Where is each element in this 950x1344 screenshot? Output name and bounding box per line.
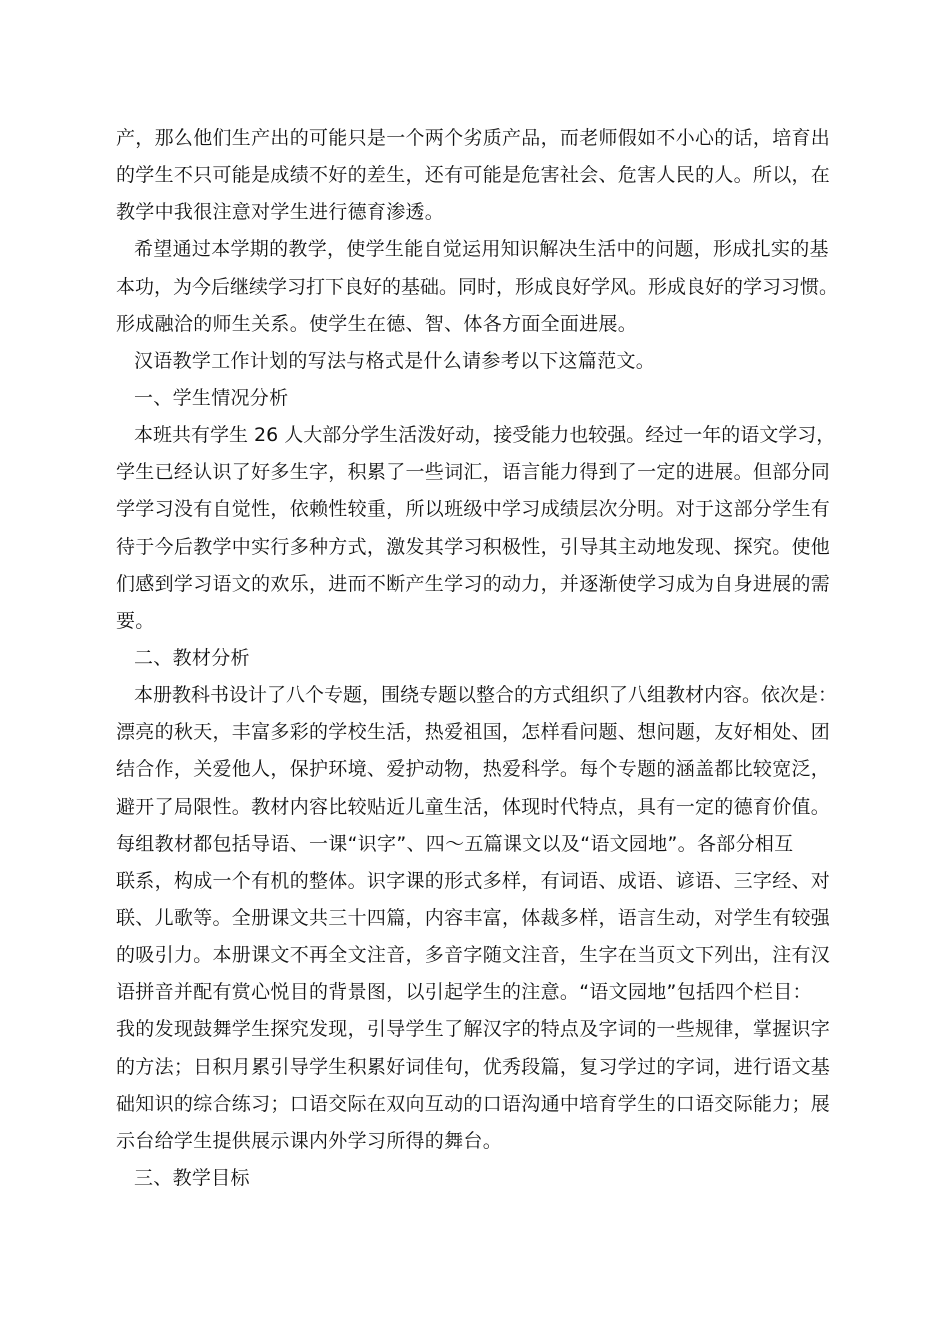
- text-line: 础知识的综合练习；口语交际在双向互动的口语沟通中培育学生的口语交际能力；展: [116, 1092, 831, 1115]
- text-line: 我的发现鼓舞学生探究发现，引导学生了解汉字的特点及字词的一些规律，掌握识字: [116, 1018, 831, 1041]
- text-line: 们感到学习语文的欢乐，进而不断产生学习的动力，并逐渐使学习成为自身进展的需: [116, 572, 831, 595]
- text-line: 的吸引力。本册课文不再全文注音，多音字随文注音，生字在当页文下列出，注有汉: [116, 944, 831, 967]
- text-line: 结合作，关爱他人，保护环境、爱护动物，热爱科学。每个专题的涵盖都比较宽泛，: [116, 758, 831, 781]
- text-line: 待于今后教学中实行多种方式，激发其学习积极性，引导其主动地发现、探究。使他: [116, 535, 831, 558]
- document-page: [116, 120, 838, 1197]
- text-line: 漂亮的秋天，丰富多彩的学校生活，热爱祖国，怎样看问题、想问题，友好相处、团: [116, 721, 831, 744]
- text-line: 汉语教学工作计划的写法与格式是什么请参考以下这篇范文。: [134, 349, 656, 372]
- text-line: 要。: [116, 609, 155, 632]
- text-line: 语拼音并配有赏心悦目的背景图，以引起学生的注意。“语文园地”包括四个栏目：: [116, 981, 812, 1004]
- text-line: 一、学生情况分析: [134, 386, 289, 409]
- text-line: 本册教科书设计了八个专题，围绕专题以整合的方式组织了八组教材内容。依次是：: [134, 684, 838, 707]
- text-line: 的方法；日积月累引导学生积累好词佳句，优秀段篇，复习学过的字词，进行语文基: [116, 1055, 831, 1078]
- text-line: 避开了局限性。教材内容比较贴近儿童生活，体现时代特点，具有一定的德育价值。: [116, 795, 831, 818]
- text-line: 学生已经认识了好多生字，积累了一些词汇，语言能力得到了一定的进展。但部分同: [116, 461, 831, 484]
- text-line: 每组教材都包括导语、一课“识字”、四～五篇课文以及“语文园地”。各部分相互: [116, 832, 794, 855]
- text-line: 二、教材分析: [134, 646, 250, 669]
- text-line: 希望通过本学期的教学，使学生能自觉运用知识解决生活中的问题，形成扎实的基: [134, 238, 829, 261]
- text-line: 示台给学生提供展示课内外学习所得的舞台。: [116, 1129, 503, 1152]
- text-line: 形成融洽的师生关系。使学生在德、智、体各方面全面进展。: [116, 312, 638, 335]
- text-line: 的学生不只可能是成绩不好的差生，还有可能是危害社会、危害人民的人。所以，在: [116, 164, 831, 187]
- text-line: 三、教学目标: [134, 1166, 250, 1189]
- document-body: [116, 120, 838, 1197]
- text-line: 产，那么他们生产出的可能只是一个两个劣质产品，而老师假如不小心的话，培育出: [116, 127, 831, 149]
- text-line: 学学习没有自觉性，依赖性较重，所以班级中学习成绩层次分明。对于这部分学生有: [116, 498, 831, 521]
- text-line: 联系，构成一个有机的整体。识字课的形式多样，有词语、成语、谚语、三字经、对: [116, 869, 831, 892]
- text-line: 联、儿歌等。全册课文共三十四篇，内容丰富，体裁多样，语言生动，对学生有较强: [116, 906, 831, 929]
- text-line: 本班共有学生 26 人大部分学生活泼好动，接受能力也较强。经过一年的语文学习，: [134, 424, 836, 447]
- text-line: 教学中我很注意对学生进行德育渗透。: [116, 201, 445, 224]
- text-line: 本功，为今后继续学习打下良好的基础。同时，形成良好学风。形成良好的学习习惯。: [116, 275, 839, 298]
